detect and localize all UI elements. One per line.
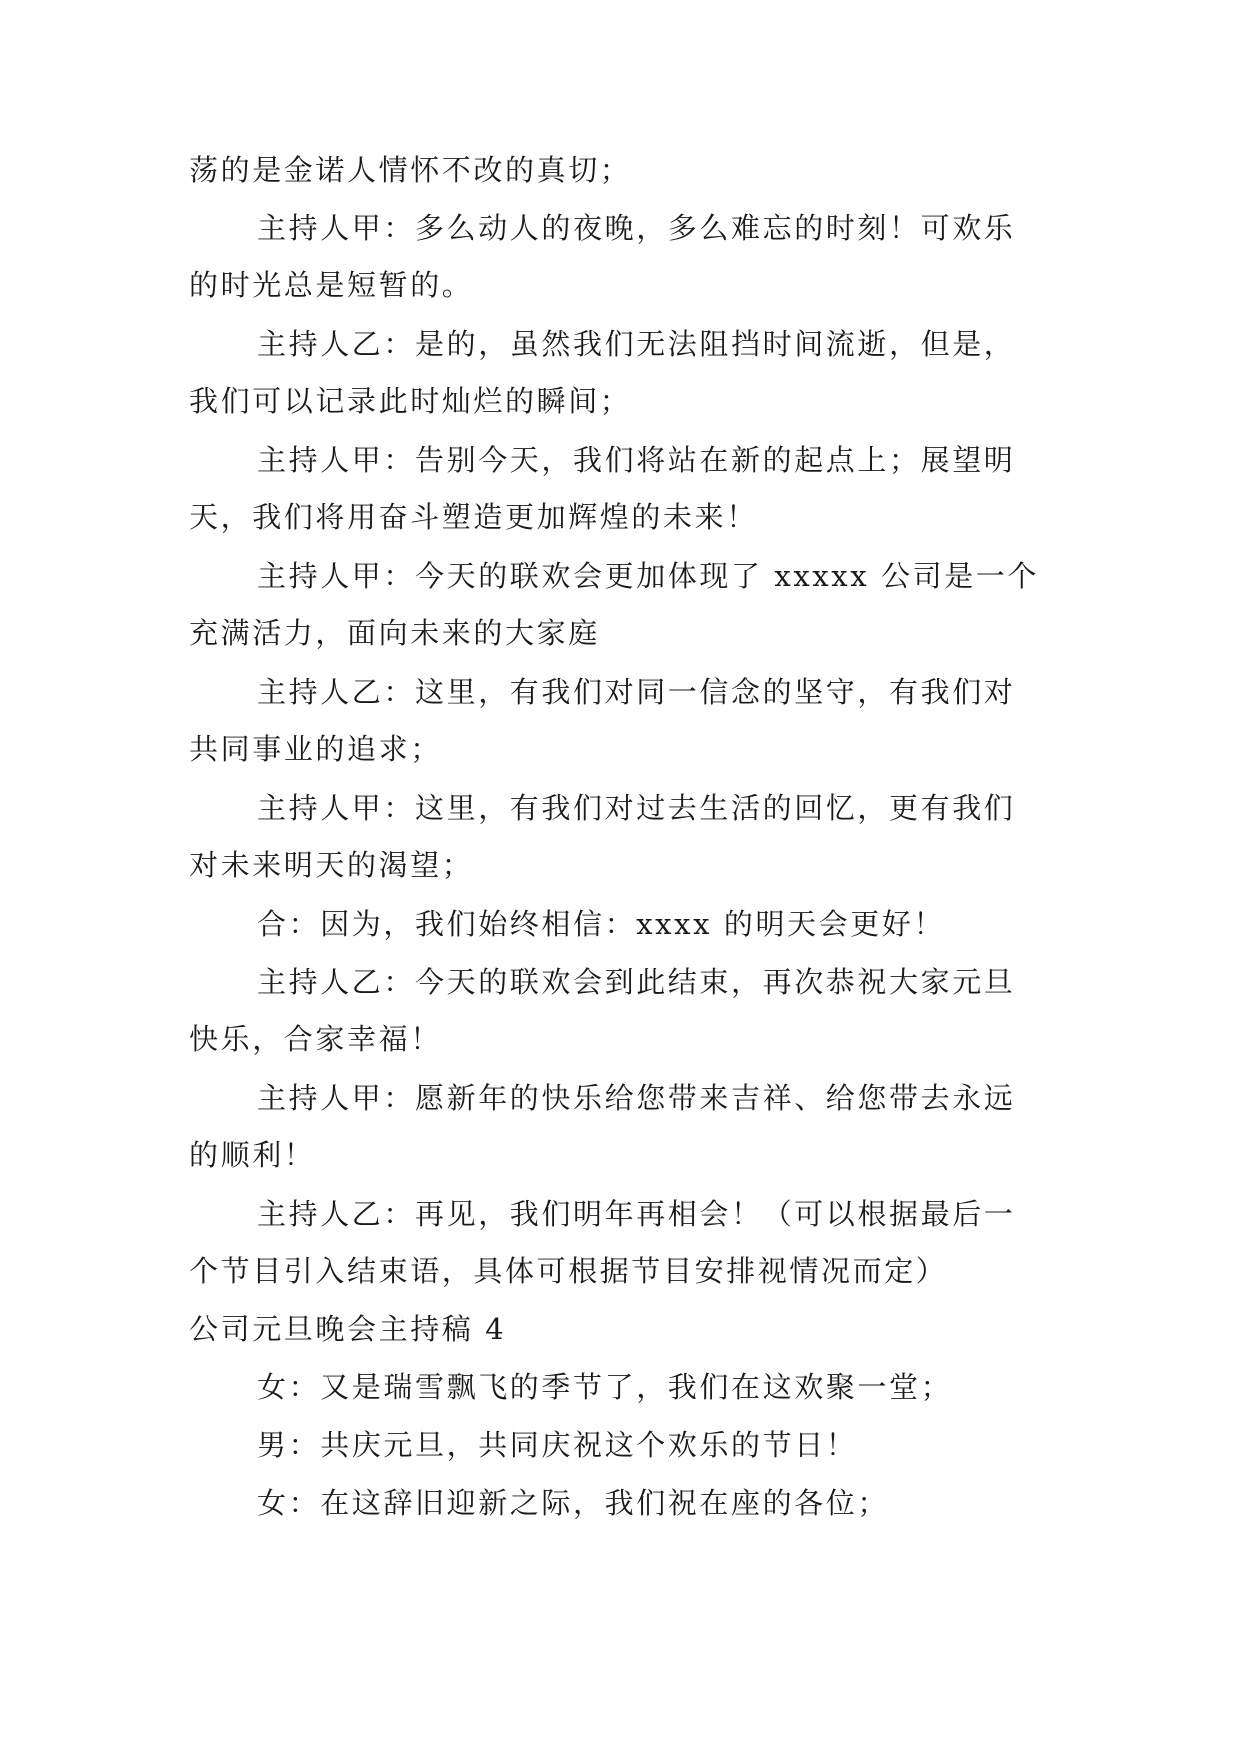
text-line: 主持人乙：今天的联欢会到此结束，再次恭祝大家元旦 <box>257 965 1016 999</box>
text-line: 的顺利！ <box>189 1138 316 1172</box>
text-line: 充满活力，面向未来的大家庭 <box>189 616 600 650</box>
text-line: 主持人甲：告别今天，我们将站在新的起点上；展望明 <box>257 443 1016 477</box>
text-line: 主持人甲：愿新年的快乐给您带来吉祥、给您带去永远 <box>257 1081 1016 1115</box>
text-line: 主持人甲：今天的联欢会更加体现了 xxxxx 公司是一个 <box>257 559 1040 593</box>
text-line: 个节目引入结束语，具体可根据节目安排视情况而定） <box>189 1254 948 1288</box>
text-line: 主持人乙：这里，有我们对同一信念的坚守，有我们对 <box>257 675 1016 709</box>
text-line: 合：因为，我们始终相信：xxxx 的明天会更好！ <box>257 907 946 941</box>
text-line: 女：在这辞旧迎新之际，我们祝在座的各位； <box>257 1486 890 1520</box>
text-line: 主持人甲：这里，有我们对过去生活的回忆，更有我们 <box>257 791 1016 825</box>
text-line: 主持人乙：再见，我们明年再相会！（可以根据最后一 <box>257 1197 1016 1231</box>
section-heading: 公司元旦晚会主持稿 4 <box>189 1312 507 1346</box>
text-line: 主持人乙：是的，虽然我们无法阻挡时间流逝，但是， <box>257 327 1016 361</box>
text-line: 共同事业的追求； <box>189 732 442 766</box>
text-line: 快乐，合家幸福！ <box>189 1022 442 1056</box>
text-line: 对未来明天的渴望； <box>189 848 474 882</box>
text-line: 天，我们将用奋斗塑造更加辉煌的未来！ <box>189 500 758 534</box>
text-line: 的时光总是短暂的。 <box>189 268 474 302</box>
text-line: 女：又是瑞雪飘飞的季节了，我们在这欢聚一堂； <box>257 1370 953 1404</box>
text-line: 我们可以记录此时灿烂的瞬间； <box>189 384 632 418</box>
text-line: 主持人甲：多么动人的夜晚，多么难忘的时刻！可欢乐 <box>257 211 1016 245</box>
text-line: 男：共庆元旦，共同庆祝这个欢乐的节日！ <box>257 1428 858 1462</box>
text-line: 荡的是金诺人情怀不改的真切； <box>189 153 632 187</box>
